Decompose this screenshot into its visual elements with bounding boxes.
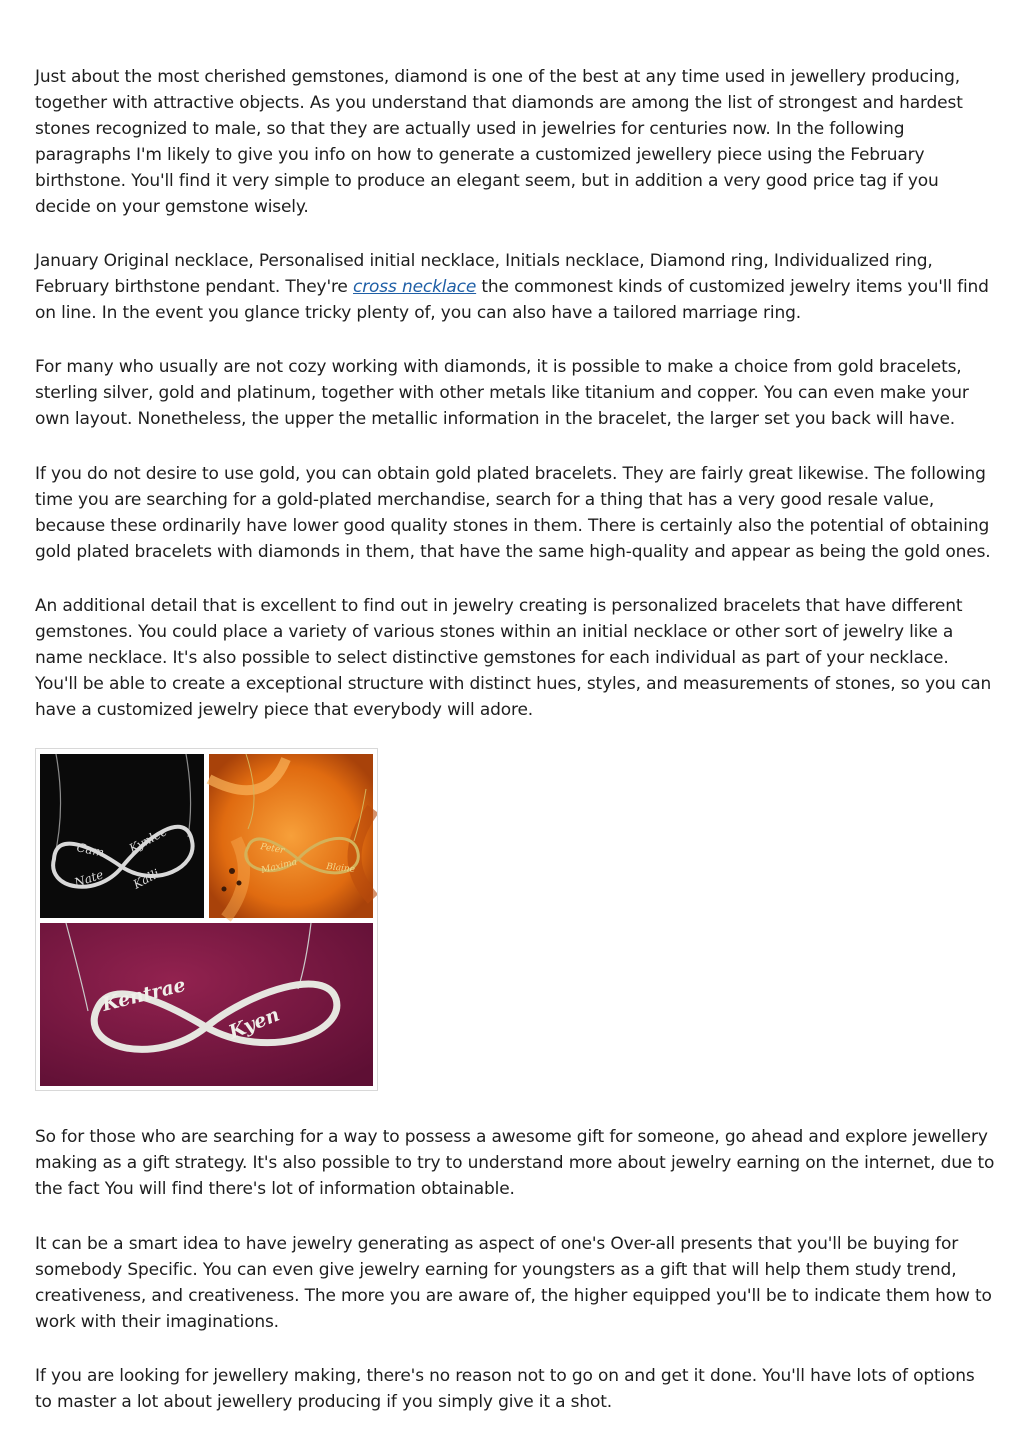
name-kyen: Kyen (225, 1003, 283, 1044)
paragraph-2-text-before: January Original necklace, Personalised initial necklace, Initials necklace, Diamond ring, Individualized ring, February birthstone pendant. They're (35, 251, 933, 297)
paragraph-1: Just about the most cherished gemstones, diamond is one of the best at any time used in jewellery producing, together with attractive objects. As you understand that diamonds are among the list of strongest and hardest stones recognized to male, so that they are actually used in jewelries for centuries now. In the following paragraphs I'm likely to give you info on how to generate a customized jewellery piece using the February birthstone. You'll find it very simple to produce an elegant seem, but in addition a very good price tag if you decide on your gemstone wisely. (35, 67, 963, 217)
paragraph-6: So for those who are searching for a way to possess a awesome gift for someone, go ahead and explore jewellery making as a gift strategy. It's also possible to try to understand more about jewelry earning on the internet, due to the fact You will find there's lot of information obtainable. (35, 1127, 995, 1199)
paragraph-5: An additional detail that is excellent to find out in jewelry creating is personalized bracelets that have different gemstones. You could place a variety of various stones within an initial necklace or other sort of jewelry like a name necklace. It's also possible to select distinctive gemstones for each individual as part of your necklace. You'll be able to create a exceptional structure with distinct hues, styles, and measurements of stones, so you can have a customized jewelry piece that everybody will adore. (35, 596, 992, 720)
name-kentrae: Kentrae (99, 973, 188, 1016)
paragraph-4: If you do not desire to use gold, you can obtain gold plated bracelets. They are fairly great likewise. The following time you are searching for a gold-plated merchandise, search for a thing that has a very good resale value, because these ordinarily have lower good quality stones in them. There is certainly also the potential of obtaining gold plated bracelets with diamonds in them, that have the same high-quality and appear as being the gold ones. (35, 464, 991, 562)
necklace-photo-2 (209, 754, 373, 918)
paragraph-7: It can be a smart idea to have jewelry generating as aspect of one's Over-all presents that you'll be buying for somebody Specific. You can even give jewelry earning for youngsters as a gift that will help them study trend, creativeness, and creativeness. The more you are aware of, the higher equipped you'll be to indicate them how to work with their imaginations. (35, 1234, 992, 1332)
name-cam: Cam (75, 840, 106, 860)
paragraph-2-text-after: the commonest kinds of customized jewelry items you'll find on line. In the event you glance tricky plenty of, you can also have a tailored marriage ring. (35, 277, 989, 323)
necklace-photo-3 (40, 923, 373, 1086)
paragraph-8: If you are looking for jewellery making, there's no reason not to go on and get it done. You'll have lots of options to master a lot about jewellery producing if you simply give it a shot. (35, 1366, 975, 1412)
name-nate: Nate (72, 867, 106, 890)
name-blaine: Blaine (325, 862, 356, 876)
name-kynlee: Kynlee (126, 824, 170, 856)
name-kalli: Kalli (130, 866, 162, 892)
paragraph-2 (35, 248, 995, 326)
paragraph-3: For many who usually are not cozy working with diamonds, it is possible to make a choice from gold bracelets, sterling silver, gold and platinum, together with other metals like titanium and copper. You can even make your own layout. Nonetheless, the upper the metallic information in the bracelet, the larger set you back will have. (35, 357, 969, 429)
necklace-photo-collage (35, 748, 378, 1091)
name-maxima: Maxima (260, 857, 299, 876)
collage-graphic (36, 749, 377, 1090)
necklace-photo-1 (40, 754, 204, 918)
name-peter: Peter (259, 842, 286, 857)
cross-necklace-link[interactable]: cross necklace (353, 277, 477, 297)
